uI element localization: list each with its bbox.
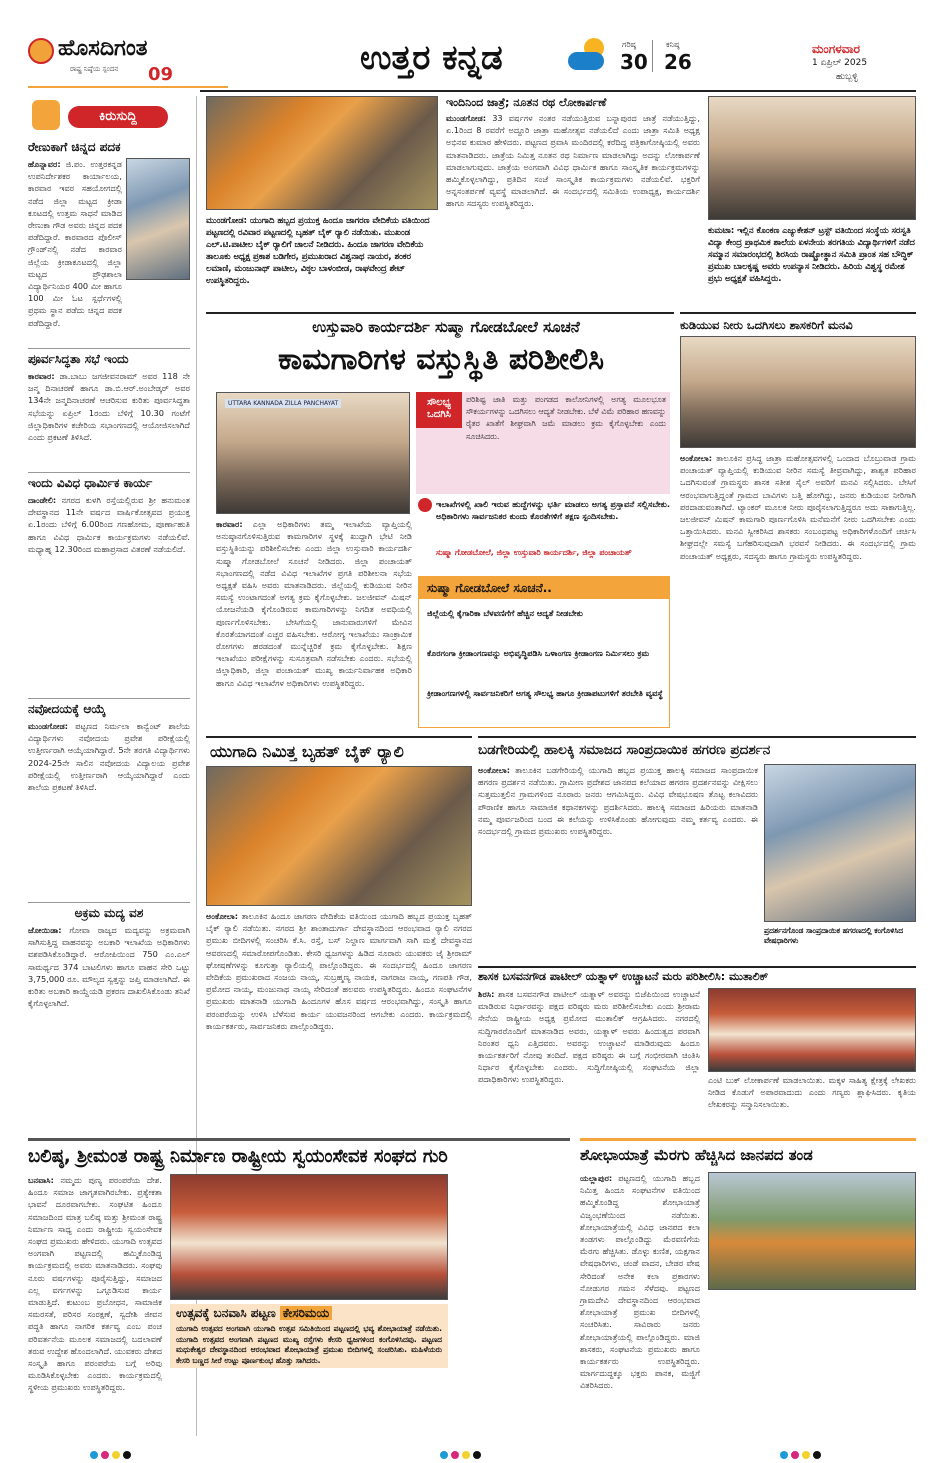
sidebar-body: ಕಾರವಾರ: ಡಾ.ಬಾಬು ಜಗಜೀವನರಾಮ್ ಅವರ 118 ನೇ ಜನ್ಮ ದಿನಾಚರಣೆ ಹಾಗೂ ಡಾ.ಬಿ.ಆರ್.ಅಂಬೇಡ್ಕರ್ ಅವರ 134ನೇ ಜನ್ಮದಿನಾಚರಣೆ ಆಚರಿಸುವ ಕುರಿತು ಪೂರ್ವಸಿದ್ಧತಾ ಸಭೆಯನ್ನು ಏಪ್ರಿಲ್ 1ರಂದು ಬೆಳಿಗ್ಗೆ 10.30 ಗಂಟೆಗೆ ಜಿಲ್ಲಾಧಿಕಾರಿಗಳ ಕಚೇರಿಯ ಸಭಾಂಗಣದಲ್ಲಿ ಆಯೋಜಿಸಲಾಗಿದೆ ಎಂದು ಪ್ರಕಟಣೆ ತಿಳಿಸಿದೆ. [28, 371, 191, 443]
water-body: ಅಂಕೋಲಾ: ತಾಲೂಕಿನ ಪ್ರಸಿದ್ಧ ಜಾತ್ರಾ ಮಹೋತ್ಸವಗಳಲ್ಲಿ ಒಂದಾದ ಬೊಬ್ರುವಾಡ ಗ್ರಾಮ ಪಂಚಾಯತ್ ವ್ಯಾಪ್ತಿಯಲ್ಲಿ ಕುಡಿಯುವ ನೀರಿನ ಸಮಸ್ಯೆ ತೀವ್ರವಾಗಿದ್ದು, ಶಾಶ್ವತ ಪರಿಹಾರ ಒದಗಿಸುವಂತೆ ಗ್ರಾಮಸ್ಥರು ಶಾಸಕ ಸತೀಶ ಸೈಲ್ ಅವರಿಗೆ ಮನವಿ ಸಲ್ಲಿಸಿದರು. ಬೇಸಿಗೆ ಆರಂಭವಾಗುತ್ತಿದ್ದಂತೆ ಗ್ರಾಮದ ಬಾವಿಗಳು ಬತ್ತಿ ಹೋಗಿದ್ದು, ಜನರು ಕುಡಿಯುವ ನೀರಿಗಾಗಿ ಪರದಾಡುವಂತಾಗಿದೆ. ಟ್ಯಾಂಕರ್ ಮೂಲಕ ನೀರು ಪೂರೈಸಲಾಗುತ್ತಿದ್ದರೂ ಅದು ಸಾಕಾಗುತ್ತಿಲ್ಲ. ಜಲಜೀವನ್ ಮಿಷನ್ ಕಾಮಗಾರಿ ಪೂರ್ಣಗೊಳಿಸಿ ಮನೆಮನೆಗೆ ನೀರು ಒದಗಿಸಬೇಕು ಎಂದು ಒತ್ತಾಯಿಸಿದರು. ಮನವಿ ಸ್ವೀಕರಿಸಿದ ಶಾಸಕರು ಸಂಬಂಧಪಟ್ಟ ಅಧಿಕಾರಿಗಳೊಂದಿಗೆ ಚರ್ಚಿಸಿ ಶೀಘ್ರದಲ್ಲೇ ಸಮಸ್ಯೆ ಬಗೆಹರಿಸುವುದಾಗಿ ಭರವಸೆ ನೀಡಿದರು. ಈ ಸಂದರ್ಭದಲ್ಲಿ ಗ್ರಾಮ ಪಂಚಾಯತ್ ಅಧ್ಯಕ್ಷರು, ಸದಸ್ಯರು ಹಾಗೂ ಗ್ರಾಮಸ್ಥರು ಉಪಸ್ಥಿತರಿದ್ದರು. [680, 453, 916, 561]
pull-quote-text: ಇಲಾಖೆಗಳಲ್ಲಿ ಖಾಲಿ ಇರುವ ಹುದ್ದೆಗಳನ್ನು ಭರ್ತಿ ಮಾಡಲು ಅಗತ್ಯ ಪ್ರಸ್ತಾವನೆ ಸಲ್ಲಿಸಬೇಕು. ಅಧಿಕಾರಿಗಳು ಸಾರ್ವಜನಿಕರ ಕುಂದು ಕೊರತೆಗಳಿಗೆ ತಕ್ಷಣ ಸ್ಪಂದಿಸಬೇಕು. [436, 499, 670, 522]
kumta-story [708, 96, 916, 306]
masthead-logo-block [28, 34, 228, 84]
rss-story [28, 1146, 572, 1442]
rss-photo [170, 1174, 448, 1300]
hand-icon [32, 100, 60, 130]
yugadi-story [206, 740, 472, 1128]
sidebar-body: ದಾಂಡೇಲಿ: ನಗರದ ಕುಳಗಿ ರಸ್ತೆಯಲ್ಲಿರುವ ಶ್ರೀ ಹನುಮಂತ ದೇವಸ್ಥಾನದ 11ನೇ ವರ್ಷದ ವಾರ್ಷಿಕೋತ್ಸವದ ಪ್ರಯುಕ್ತ ಏ.1ರಂದು ಬೆಳಿಗ್ಗೆ 6.00ರಿಂದ ಗಣಹೋಮ, ಪೂರ್ಣಾಹುತಿ ಹಾಗೂ ವಿವಿಧ ಧಾರ್ಮಿಕ ಕಾರ್ಯಕ್ರಮಗಳು ನಡೆಯಲಿವೆ. ಮಧ್ಯಾಹ್ನ 12.30ರಿಂದ ಮಹಾಪ್ರಸಾದ ವಿತರಣೆ ನಡೆಯಲಿದೆ. [28, 495, 190, 554]
tableau-photo [708, 1172, 916, 1290]
quote-mark-icon [418, 498, 432, 512]
bike-rally-photo [206, 96, 438, 210]
athlete-photo [126, 158, 190, 280]
banavasi-box [170, 1304, 448, 1368]
main-headline: ಕಾಮಗಾರಿಗಳ ವಸ್ತುಸ್ಥಿತಿ ಪರಿಶೀಲಿಸಿ [277, 342, 605, 377]
kumta-caption: ಕುಮಟಾ: ಇಲ್ಲಿನ ಕೊಂಕಣ ಎಜ್ಯುಕೇಶನ್ ಟ್ರಸ್ಟ್ ವತಿಯಿಂದ ಸಂಸ್ಥೆಯ ಸರಸ್ವತಿ ವಿದ್ಯಾ ಕೇಂದ್ರ ಪ್ರಾಥಮಿಕ ಶಾಲೆಯ ಏಳನೇಯ ತರಗತಿಯ ವಿದ್ಯಾರ್ಥಿಗಳಿಗೆ ನಡೆದ ಸಮ್ಮಾನ ಸಮಾರಂಭದಲ್ಲಿ ಶಿರಸಿಯ ರಾಷ್ಟ್ರೋತ್ಥಾನ ಸಮಿತಿ ಪ್ರಾಂತ ಸಹ ಬೌದ್ಧಿಕ್ ಪ್ರಮುಖ ಬಾಲಕೃಷ್ಣ ಅವರು ಉಪನ್ಯಾಸ ನೀಡಿದರು. ಹಿರಿಯ ವಿಶ್ವಸ್ಥ ರಮೇಶ ಪ್ರಭು ಅಧ್ಯಕ್ಷತೆ ವಹಿಸಿದ್ದರು. [708, 225, 915, 283]
yatnal-story [478, 970, 916, 1130]
water-photo [680, 336, 916, 448]
sidebar-headline: ಅಕ್ರಮ ಮದ್ಯ ವಶ [74, 906, 144, 920]
quote-label: ಸೌಲಭ್ಯ ಒದಗಿಸಿ [416, 392, 462, 428]
min-temp: 26 [664, 50, 692, 74]
yatnal-photo-caption: ಎಂಟಿ ಬುಕ್ ಲೋಕಾರ್ಪಣೆ ಮಾಡಲಾಯಿತು. ಮಕ್ಕಳ ಸಾಹಿತ್ಯ ಕ್ಷೇತ್ರಕ್ಕೆ ಲೇಖಕರು ನೀಡಿದ ಕೊಡುಗೆ ಅಪಾರವಾದುದು ಎಂದು ಗಣ್ಯರು ಶ್ಲಾಘಿಸಿದರು. ಕೃತಿಯ ಲೇಖಕರನ್ನು ಸನ್ಮಾನಿಸಲಾಯಿತು. [708, 1075, 916, 1110]
sidebar-title: ಕಿರುಸುದ್ದಿ [68, 106, 168, 128]
rss-headline: ಬಲಿಷ್ಠ, ಶ್ರೀಮಂತ ರಾಷ್ಟ್ರ ನಿರ್ಮಾಣ ರಾಷ್ಟ್ರೀಯ ಸ್ವಯಂಸೇವಕ ಸಂಘದ ಗುರಿ [28, 1146, 448, 1167]
pull-quote [418, 498, 670, 570]
banavasi-box-text: ಯುಗಾದಿ ಉತ್ಸವದ ಅಂಗವಾಗಿ ಯುಗಾದಿ ಉತ್ಸವ ಸಮಿತಿಯಿಂದ ಪಟ್ಟಣದಲ್ಲಿ ಭವ್ಯ ಶೋಭಾಯಾತ್ರೆ ನಡೆಯಿತು. ಯುಗಾದಿ ಉತ್ಸವದ ಅಂಗವಾಗಿ ಪಟ್ಟಣದ ಮುಖ್ಯ ರಸ್ತೆಗಳು ಕೇಸರಿ ಧ್ವಜಗಳಿಂದ ಕಂಗೊಳಿಸಿದವು. ಪಟ್ಟಣದ ಮಧುಕೇಶ್ವರ ದೇವಸ್ಥಾನದಿಂದ ಆರಂಭವಾದ ಶೋಭಾಯಾತ್ರೆ ಪ್ರಮುಖ ಬೀದಿಗಳಲ್ಲಿ ಸಂಚರಿಸಿತು. ಮಹಿಳೆಯರು ಕೇಸರಿ ಬಣ್ಣದ ಸೀರೆ ಉಟ್ಟು ಪೂರ್ಣಕುಂಭ ಹೊತ್ತು ಸಾಗಿದರು. [176, 1324, 442, 1365]
yugadi-photo [206, 766, 472, 906]
suggestion-box [418, 576, 670, 728]
quote-box [416, 392, 670, 494]
registration-marks [440, 1444, 500, 1454]
halakki-body: ಅಂಕೋಲಾ: ತಾಲೂಕಿನ ಬಡಗೇರಿಯಲ್ಲಿ ಯುಗಾದಿ ಹಬ್ಬದ ಪ್ರಯುಕ್ತ ಹಾಲಕ್ಕಿ ಸಮಾಜದ ಸಾಂಪ್ರದಾಯಿಕ ಹಗರಣ ಪ್ರದರ್ಶನ ನಡೆಯಿತು. ಗ್ರಾಮೀಣ ಪ್ರದೇಶದ ಜಾನಪದ ಕಲೆಯಾದ ಹಗರಣ ಪ್ರದರ್ಶನವನ್ನು ವೀಕ್ಷಿಸಲು ಸುತ್ತಮುತ್ತಲಿನ ಗ್ರಾಮಗಳಿಂದ ನೂರಾರು ಜನರು ಆಗಮಿಸಿದ್ದರು. ವಿವಿಧ ವೇಷಭೂಷಣ ತೊಟ್ಟ ಕಲಾವಿದರು ಪೌರಾಣಿಕ ಹಾಗೂ ಸಾಮಾಜಿಕ ಕಥಾನಕಗಳನ್ನು ಪ್ರದರ್ಶಿಸಿದರು. ಹಾಲಕ್ಕಿ ಸಮಾಜದ ಹಿರಿಯರು ಮಾತನಾಡಿ ನಮ್ಮ ಪೂರ್ವಜರಿಂದ ಬಂದ ಈ ಕಲೆಯನ್ನು ಉಳಿಸಿಕೊಂಡು ಹೋಗುವುದು ನಮ್ಮ ಕರ್ತವ್ಯ ಎಂದರು. ಈ ಸಂದರ್ಭದಲ್ಲಿ ಗ್ರಾಮದ ಪ್ರಮುಖರು ಉಪಸ್ಥಿತರಿದ್ದರು. [478, 765, 758, 837]
rss-body-under-photo [170, 1372, 448, 1440]
sidebar-headline: ಇಂದು ವಿವಿಧ ಧಾರ್ಮಿಕ ಕಾರ್ಯ [28, 476, 153, 490]
tableau-body-col2 [708, 1294, 916, 1440]
bike-rally-caption: ಮುಂಡಗೋಡ: ಯುಗಾದಿ ಹಬ್ಬದ ಪ್ರಯುಕ್ತ ಹಿಂದೂ ಜಾಗರಣ ವೇದಿಕೆಯ ವತಿಯಿಂದ ಪಟ್ಟಣದಲ್ಲಿ ರವಿವಾರ ಪಟ್ಟಣದಲ್ಲಿ ಬೃಹತ್ ಬೈಕ್ ರ‍್ಯಾಲಿ ನಡೆಯಿತು. ಮುಖಂಡ ಎಲ್.ಟಿ.ಪಾಟೀಲ ಬೈಕ್ ರ‍್ಯಾಲಿಗೆ ಚಾಲನೆ ನೀಡಿದರು. ಹಿಂದೂ ಜಾಗರಣ ವೇದಿಕೆಯ ತಾಲೂಕು ಅಧ್ಯಕ್ಷ ಪ್ರಕಾಶ ಬಡಿಗೇರ, ಪ್ರಮುಖರಾದ ವಿಶ್ವನಾಥ ನಾಯರ, ಶಂಕರ ಲಮಾಣಿ, ಮಂಜುನಾಥ್ ಪಾಟೀಲ, ವಿಠ್ಠಲ ಬಾಳಂಬೀಡ, ರಾಘವೇಂದ್ರ ಶೇಟ್ ಉಪಸ್ಥಿತರಿದ್ದರು. [206, 215, 430, 285]
sidebar-headline: ರೇಣುಕಾಗೆ ಚಿನ್ನದ ಪದಕ [28, 140, 121, 154]
rss-body-col3 [456, 1174, 572, 1440]
sidebar-headline: ನವೋದಯಕ್ಕೆ ಆಯ್ಕೆ [28, 702, 106, 716]
registration-marks [90, 1444, 150, 1454]
suggestion-box-title: ಸುಷ್ಮಾ ಗೋಡಬೋಲೆ ಸೂಚನೆ.. [419, 577, 669, 599]
yugadi-headline: ಯುಗಾದಿ ನಿಮಿತ್ತ ಬೃಹತ್ ಬೈಕ್ ರ‍್ಯಾಲಿ [210, 742, 404, 761]
ratha-story [446, 96, 700, 306]
halakki-headline: ಬಡಗೇರಿಯಲ್ಲಿ ಹಾಲಕ್ಕಿ ಸಮಾಜದ ಸಾಂಪ್ರದಾಯಿಕ ಹಗರಣ ಪ್ರದರ್ಶನ [478, 742, 771, 758]
suggestion-item: ಜಿಲ್ಲೆಯಲ್ಲಿ ಕೈಗಾರಿಕಾ ಬೆಳವಣಿಗೆಗೆ ಹೆಚ್ಚಿನ ಆದ್ಯತೆ ನೀಡಬೇಕು [427, 608, 583, 618]
max-temp: 30 [620, 50, 648, 74]
tableau-body: ಯಲ್ಲಾಪುರ: ಪಟ್ಟಣದಲ್ಲಿ ಯುಗಾದಿ ಹಬ್ಬದ ನಿಮಿತ್ತ ಹಿಂದೂ ಸಂಘಟನೆಗಳ ವತಿಯಿಂದ ಹಮ್ಮಿಕೊಂಡಿದ್ದ ಶೋಭಾಯಾತ್ರೆ ವಿಜೃಂಭಣೆಯಿಂದ ನಡೆಯಿತು. ಶೋಭಾಯಾತ್ರೆಯಲ್ಲಿ ವಿವಿಧ ಜಾನಪದ ಕಲಾ ತಂಡಗಳು ಪಾಲ್ಗೊಂಡಿದ್ದು ಮೆರವಣಿಗೆಯ ಮೆರಗು ಹೆಚ್ಚಿಸಿತು. ಡೊಳ್ಳು ಕುಣಿತ, ಯಕ್ಷಗಾನ ವೇಷಧಾರಿಗಳು, ಚಂಡೆ ವಾದನ, ಬೇಡರ ವೇಷ ಸೇರಿದಂತೆ ಅನೇಕ ಕಲಾ ಪ್ರಕಾರಗಳು ನೋಡುಗರ ಗಮನ ಸೆಳೆದವು. ಪಟ್ಟಣದ ಗ್ರಾಮದೇವಿ ದೇವಸ್ಥಾನದಿಂದ ಆರಂಭವಾದ ಶೋಭಾಯಾತ್ರೆ ಪ್ರಮುಖ ಬೀದಿಗಳಲ್ಲಿ ಸಂಚರಿಸಿತು. ಸಾವಿರಾರು ಜನರು ಶೋಭಾಯಾತ್ರೆಯಲ್ಲಿ ಪಾಲ್ಗೊಂಡಿದ್ದರು. ಮಾಜಿ ಶಾಸಕರು, ಸಂಘಟನೆಯ ಪ್ರಮುಖರು ಹಾಗೂ ಕಾರ್ಯಕರ್ತರು ಉಪಸ್ಥಿತರಿದ್ದರು. ಮಾರ್ಗದುದ್ದಕ್ಕೂ ಭಕ್ತರು ಪಾನಕ, ಮಜ್ಜಿಗೆ ವಿತರಿಸಿದರು. [580, 1173, 700, 1391]
logo-tagline: ರಾಷ್ಟ್ರ ನಿಷ್ಠೆಯ ಸ್ಪಂದನ [70, 65, 119, 73]
bike-rally-story [206, 96, 438, 306]
tableau-story [580, 1146, 916, 1442]
meeting-photo [216, 392, 410, 514]
suggestion-item: ಕ್ರೀಡಾಂಗಣಗಳಲ್ಲಿ ಸಾರ್ವಜನಿಕರಿಗೆ ಅಗತ್ಯ ಸೌಲಭ್ಯ ಹಾಗೂ ಕ್ರೀಡಾಪಟುಗಳಿಗೆ ತರಬೇತಿ ವ್ಯವಸ್ಥೆ [427, 688, 663, 698]
page-number: 09 [148, 64, 174, 85]
main-body: ಕಾರವಾರ: ಎಲ್ಲಾ ಅಧಿಕಾರಿಗಳು ತಮ್ಮ ಇಲಾಖೆಯ ವ್ಯಾಪ್ತಿಯಲ್ಲಿ ಅನುಷ್ಠಾನಗೊಳಿಸುತ್ತಿರುವ ಕಾಮಗಾರಿಗಳ ಸ್ಥಳಕ್ಕೆ ಖುದ್ದಾಗಿ ಭೇಟಿ ನೀಡಿ ವಸ್ತುಸ್ಥಿತಿಯನ್ನು ಪರಿಶೀಲಿಸಬೇಕು ಎಂದು ಜಿಲ್ಲಾ ಉಸ್ತುವಾರಿ ಕಾರ್ಯದರ್ಶಿ ಸುಷ್ಮಾ ಗೋಡಬೋಲೆ ಸೂಚನೆ ನೀಡಿದರು. ಜಿಲ್ಲಾ ಪಂಚಾಯತ್ ಸಭಾಂಗಣದಲ್ಲಿ ನಡೆದ ವಿವಿಧ ಇಲಾಖೆಗಳ ಪ್ರಗತಿ ಪರಿಶೀಲನಾ ಸಭೆಯ ಅಧ್ಯಕ್ಷತೆ ವಹಿಸಿ ಅವರು ಮಾತನಾಡಿದರು. ಜಿಲ್ಲೆಯಲ್ಲಿ ಕುಡಿಯುವ ನೀರಿನ ಸಮಸ್ಯೆ ಉಂಟಾಗದಂತೆ ಅಗತ್ಯ ಕ್ರಮ ಕೈಗೊಳ್ಳಬೇಕು. ಜಲಜೀವನ್ ಮಿಷನ್ ಯೋಜನೆಯಡಿ ಕೈಗೊಂಡಿರುವ ಕಾಮಗಾರಿಗಳನ್ನು ನಿಗದಿತ ಅವಧಿಯಲ್ಲಿ ಪೂರ್ಣಗೊಳಿಸಬೇಕು. ಬೇಸಿಗೆಯಲ್ಲಿ ಜಾನುವಾರುಗಳಿಗೆ ಮೇವಿನ ಕೊರತೆಯಾಗದಂತೆ ಎಚ್ಚರ ವಹಿಸಬೇಕು. ಆರೋಗ್ಯ ಇಲಾಖೆಯು ಸಾಂಕ್ರಾಮಿಕ ರೋಗಗಳು ಹರಡದಂತೆ ಮುನ್ನೆಚ್ಚರಿಕೆ ಕ್ರಮ ಕೈಗೊಳ್ಳಬೇಕು. ಶಿಕ್ಷಣ ಇಲಾಖೆಯು ಪರೀಕ್ಷೆಗಳನ್ನು ಸುಸೂತ್ರವಾಗಿ ನಡೆಸಬೇಕು ಎಂದರು. ಸಭೆಯಲ್ಲಿ ಜಿಲ್ಲಾಧಿಕಾರಿ, ಜಿಲ್ಲಾ ಪಂಚಾಯತ್ ಮುಖ್ಯ ಕಾರ್ಯನಿರ್ವಾಹಕ ಅಧಿಕಾರಿ ಹಾಗೂ ವಿವಿಧ ಇಲಾಖೆಗಳ ಅಧಿಕಾರಿಗಳು ಉಪಸ್ಥಿತರಿದ್ದರು. [216, 519, 412, 688]
logo-emblem-icon [28, 38, 54, 64]
sidebar-headline: ಪೂರ್ವಸಿದ್ಧತಾ ಸಭೆ ಇಂದು [28, 352, 129, 366]
issue-city: ಹುಬ್ಬಳ್ಳಿ [836, 72, 858, 82]
ratha-body: ಮುಂಡಗೋಡ: 33 ವರ್ಷಗಳ ನಂತರ ನಡೆಯುತ್ತಿರುವ ಬನ್ನಾಪುರದ ಜಾತ್ರೆ ನಡೆಯುತ್ತಿದ್ದು, ಏ.1ರಿಂದ 8 ರವರೆಗೆ ಅದ್ದೂರಿ ಜಾತ್ರಾ ಮಹೋತ್ಸವ ನಡೆಯಲಿದೆ ಎಂದು ಜಾತ್ರಾ ಸಮಿತಿ ಅಧ್ಯಕ್ಷ ಅಭಿನವ ಕುಮಾರ ಹೇಳಿದರು. ಪಟ್ಟಣದ ಪ್ರವಾಸಿ ಮಂದಿರದಲ್ಲಿ ಕರೆದಿದ್ದ ಪತ್ರಿಕಾಗೋಷ್ಠಿಯಲ್ಲಿ ಅವರು ಮಾತನಾಡಿದರು. ಜಾತ್ರೆಯ ನಿಮಿತ್ತ ನೂತನ ರಥ ನಿರ್ಮಾಣ ಮಾಡಲಾಗಿದ್ದು ಅದನ್ನು ಲೋಕಾರ್ಪಣೆ ಮಾಡಲಾಗುವುದು. ಜಾತ್ರೆಯ ಅಂಗವಾಗಿ ವಿವಿಧ ಧಾರ್ಮಿಕ ಹಾಗೂ ಸಾಂಸ್ಕೃತಿಕ ಕಾರ್ಯಕ್ರಮಗಳನ್ನು ಹಮ್ಮಿಕೊಳ್ಳಲಾಗಿದ್ದು, ಪ್ರತಿದಿನ ಸಂಜೆ ಸಾಂಸ್ಕೃತಿಕ ಕಾರ್ಯಕ್ರಮಗಳು ನಡೆಯಲಿವೆ. ಭಕ್ತರಿಗೆ ಅನ್ನಸಂತರ್ಪಣೆ ವ್ಯವಸ್ಥೆ ಮಾಡಲಾಗಿದೆ. ಈ ಸಂದರ್ಭದಲ್ಲಿ ಸಮಿತಿಯ ಉಪಾಧ್ಯಕ್ಷ, ಕಾರ್ಯದರ್ಶಿ ಹಾಗೂ ಸದಸ್ಯರು ಉಪಸ್ಥಿತರಿದ್ದರು. [446, 113, 701, 209]
masthead [0, 0, 945, 92]
sidebar-body: ಜೋಯಿಡಾ: ಗೋವಾ ರಾಜ್ಯದ ಮದ್ಯವನ್ನು ಅಕ್ರಮವಾಗಿ ಸಾಗಿಸುತ್ತಿದ್ದ ವಾಹನವನ್ನು ಅಬಕಾರಿ ಇಲಾಖೆಯ ಅಧಿಕಾರಿಗಳು ವಶಪಡಿಸಿಕೊಂಡಿದ್ದಾರೆ. ಆರೋಪಿಯಿಂದ 750 ಎಂ.ಎಲ್ ಸಾಮರ್ಥ್ಯದ 374 ಬಾಟಲಿಗಳು ಹಾಗೂ ವಾಹನ ಸೇರಿ ಒಟ್ಟು 3,75,000 ರೂ. ಮೌಲ್ಯದ ಸ್ವತ್ತನ್ನು ಜಪ್ತಿ ಮಾಡಲಾಗಿದೆ. ಈ ಕುರಿತು ಅಬಕಾರಿ ಕಾಯ್ದೆಯಡಿ ಪ್ರಕರಣ ದಾಖಲಿಸಿಕೊಂಡು ತನಿಖೆ ಕೈಗೊಳ್ಳಲಾಗಿದೆ. [28, 925, 190, 1009]
rss-body: ಬನವಾಸಿ: ನಮ್ಮದು ಪುಣ್ಯ ಪರಂಪರೆಯ ದೇಶ. ಹಿಂದೂ ಸಮಾಜ ಜಾಗೃತವಾಗಿರಬೇಕು. ಪ್ರತ್ಯೇಕತಾ ಭಾವನೆ ದೂರವಾಗಬೇಕು. ಸಂಘಟಿತ ಹಿಂದೂ ಸಮಾಜದಿಂದ ಮಾತ್ರ ಬಲಿಷ್ಠ ಮತ್ತು ಶ್ರೀಮಂತ ರಾಷ್ಟ್ರ ನಿರ್ಮಾಣ ಸಾಧ್ಯ ಎಂದು ರಾಷ್ಟ್ರೀಯ ಸ್ವಯಂಸೇವಕ ಸಂಘದ ಪ್ರಮುಖರು ಹೇಳಿದರು. ಯುಗಾದಿ ಉತ್ಸವದ ಅಂಗವಾಗಿ ಪಟ್ಟಣದಲ್ಲಿ ಹಮ್ಮಿಕೊಂಡಿದ್ದ ಕಾರ್ಯಕ್ರಮದಲ್ಲಿ ಅವರು ಮಾತನಾಡಿದರು. ಸಂಘವು ನೂರು ವರ್ಷಗಳನ್ನು ಪೂರೈಸುತ್ತಿದ್ದು, ಸಮಾಜದ ಎಲ್ಲ ವರ್ಗಗಳನ್ನು ಒಗ್ಗೂಡಿಸುವ ಕಾರ್ಯ ಮಾಡುತ್ತಿದೆ. ಕುಟುಂಬ ಪ್ರಬೋಧನ, ಸಾಮಾಜಿಕ ಸಮರಸತೆ, ಪರಿಸರ ಸಂರಕ್ಷಣೆ, ಸ್ವದೇಶಿ ಜೀವನ ಪದ್ಧತಿ ಹಾಗೂ ನಾಗರಿಕ ಕರ್ತವ್ಯ ಎಂಬ ಪಂಚ ಪರಿವರ್ತನೆಯ ಮೂಲಕ ಸಮಾಜದಲ್ಲಿ ಬದಲಾವಣೆ ತರುವ ಉದ್ದೇಶ ಹೊಂದಲಾಗಿದೆ. ಯುವಕರು ದೇಶದ ಸಂಸ್ಕೃತಿ ಹಾಗೂ ಪರಂಪರೆಯ ಬಗ್ಗೆ ಅರಿವು ಮೂಡಿಸಿಕೊಳ್ಳಬೇಕು ಎಂದರು. ಕಾರ್ಯಕ್ರಮದಲ್ಲಿ ಸ್ಥಳೀಯ ಪ್ರಮುಖರು ಉಪಸ್ಥಿತರಿದ್ದರು. [28, 1175, 162, 1393]
tableau-headline: ಶೋಭಾಯಾತ್ರೆ ಮೆರಗು ಹೆಚ್ಚಿಸಿದ ಜಾನಪದ ತಂಡ [580, 1146, 813, 1164]
water-headline: ಕುಡಿಯುವ ನೀರು ಒದಗಿಸಲು ಶಾಸಕರಿಗೆ ಮನವಿ [680, 318, 853, 332]
main-kicker: ಉಸ್ತುವಾರಿ ಕಾರ್ಯದರ್ಶಿ ಸುಷ್ಮಾ ಗೋಡಬೋಲೆ ಸೂಚನೆ [312, 318, 580, 336]
min-temp-label: ಕನಿಷ್ಠ [666, 40, 680, 49]
logo-text: ಹೊಸದಿಗಂತ [58, 36, 148, 61]
main-story [206, 316, 672, 732]
pull-quote-author: ಸುಷ್ಮಾ ಗೋಡಬೋಲೆ, ಜಿಲ್ಲಾ ಉಸ್ತುವಾರಿ ಕಾರ್ಯದರ್ಶಿ, ಜಿಲ್ಲಾ ಪಂಚಾಯತ್ [436, 548, 632, 557]
registration-marks [780, 1444, 840, 1454]
yugadi-body: ಅಂಕೋಲಾ: ತಾಲೂಕಿನ ಹಿಂದೂ ಜಾಗರಣ ವೇದಿಕೆಯ ವತಿಯಿಂದ ಯುಗಾದಿ ಹಬ್ಬದ ಪ್ರಯುಕ್ತ ಬೃಹತ್ ಬೈಕ್ ರ‍್ಯಾಲಿ ನಡೆಯಿತು. ನಗರದ ಶ್ರೀ ಶಾಂತಾದುರ್ಗಾ ದೇವಸ್ಥಾನದಿಂದ ಆರಂಭವಾದ ರ‍್ಯಾಲಿ ನಗರದ ಪ್ರಮುಖ ಬೀದಿಗಳಲ್ಲಿ ಸಂಚರಿಸಿ ಕೆ.ಸಿ. ರಸ್ತೆ, ಬಸ್ ನಿಲ್ದಾಣ ಮಾರ್ಗವಾಗಿ ಸಾಗಿ ಮತ್ತೆ ದೇವಸ್ಥಾನದ ಆವರಣದಲ್ಲಿ ಸಮಾರೋಪಗೊಂಡಿತು. ಕೇಸರಿ ಧ್ವಜಗಳನ್ನು ಹಿಡಿದ ನೂರಾರು ಯುವಕರು ಜೈ ಶ್ರೀರಾಮ್ ಘೋಷಣೆಗಳನ್ನು ಕೂಗುತ್ತಾ ರ‍್ಯಾಲಿಯಲ್ಲಿ ಪಾಲ್ಗೊಂಡಿದ್ದರು. ಈ ಸಂದರ್ಭದಲ್ಲಿ ಹಿಂದೂ ಜಾಗರಣ ವೇದಿಕೆಯ ಪ್ರಮುಖರಾದ ಸಂಜಯ ನಾಯ್ಕ, ಸುಬ್ರಹ್ಮಣ್ಯ ನಾಯಕ, ನಾಗರಾಜ ನಾಯ್ಕ, ಗಣಪತಿ ಗೌಡ, ಪ್ರಮೋದ ನಾಯ್ಕ, ಮಂಜುನಾಥ ನಾಯ್ಕ ಸೇರಿದಂತೆ ಹಲವರು ಉಪಸ್ಥಿತರಿದ್ದರು. ಹಿಂದೂ ಸಂಘಟನೆಗಳ ಪ್ರಮುಖರು ಮಾತನಾಡಿ ಯುಗಾದಿ ಹಿಂದೂಗಳ ಹೊಸ ವರ್ಷದ ಆರಂಭವಾಗಿದ್ದು, ಸಂಸ್ಕೃತಿ ಹಾಗೂ ಪರಂಪರೆಯನ್ನು ಉಳಿಸಿ ಬೆಳೆಸುವ ಕಾರ್ಯ ಯುವಜನರಿಂದ ಆಗಬೇಕು ಎಂದರು. ಕಾರ್ಯಕ್ರಮದಲ್ಲಿ ಕಾರ್ಯಕರ್ತರು, ಸಾರ್ವಜನಿಕರು ಪಾಲ್ಗೊಂಡಿದ್ದರು. [206, 911, 472, 1031]
suggestion-item: ಕೊರಗಂಗಾ ಕ್ರೀಡಾಂಗಣವನ್ನು ಅಭಿವೃದ್ಧಿಪಡಿಸಿ ಒಳಾಂಗಣ ಕ್ರೀಡಾಂಗಣ ನಿರ್ಮಿಸಲು ಕ್ರಮ [427, 648, 650, 658]
halakki-photo [764, 764, 916, 922]
sidebar-body: ಹೊನ್ನಾವರ: ಜಿ.ಪಂ. ಉತ್ತರಕನ್ನಡ ಉಪನಿರ್ದೇಶಕರ ಕಾರ್ಯಾಲಯ, ಕಾರವಾರ ಇವರ ಸಹಯೋಗದಲ್ಲಿ ನಡೆದ ಜಿಲ್ಲಾ ಮಟ್ಟದ ಕ್ರೀಡಾ ಕೂಟದಲ್ಲಿ ಉತ್ತಮ ಸಾಧನೆ ಮಾಡಿದ ರೇಣುಕಾ ಗೌಡ ಅವರು ಚಿನ್ನದ ಪದಕ ಪಡೆದಿದ್ದಾರೆ. ಕಾರವಾರದ ಪೊಲೀಸ್ ಗ್ರೌಂಡ್‌ನಲ್ಲಿ ನಡೆದ ಕಾರವಾರ ಜಿಲ್ಲೆಯ ಕ್ರೀಡಾಕೂಟದಲ್ಲಿ ಜಿಲ್ಲಾ ಮಟ್ಟದ ಪ್ರೌಢಶಾಲಾ ವಿದ್ಯಾರ್ಥಿನಿಯರ 400 ಮೀ ಹಾಗೂ 100 ಮೀ ಓಟ ಸ್ಪರ್ಧೆಗಳಲ್ಲಿ ಪ್ರಥಮ ಸ್ಥಾನ ಪಡೆದು ಚಿನ್ನದ ಪದಕ ಪಡೆದಿದ್ದಾರೆ. [28, 159, 122, 328]
weather-icon [568, 38, 608, 74]
quote-text: ಪರಿಶಿಷ್ಟ ಜಾತಿ ಮತ್ತು ಪಂಗಡದ ಕಾಲೋನಿಗಳಲ್ಲಿ ಅಗತ್ಯ ಮೂಲಭೂತ ಸೌಕರ್ಯಗಳನ್ನು ಒದಗಿಸಲು ಆದ್ಯತೆ ನೀಡಬೇಕು. ಬೆಳೆ ವಿಮೆ ಪರಿಹಾರ ಹಣವನ್ನು ರೈತರ ಖಾತೆಗೆ ಶೀಘ್ರವಾಗಿ ಜಮೆ ಮಾಡಲು ಕ್ರಮ ಕೈಗೊಳ್ಳಬೇಕು ಎಂದು ಸೂಚಿಸಿದರು. [466, 395, 666, 441]
banavasi-box-title: ಉತ್ಸವಕ್ಕೆ ಬನವಾಸಿ ಪಟ್ಟಣ ಕೇಸರಿಮಯ [176, 1306, 446, 1321]
kumta-photo [708, 96, 916, 220]
sidebar-body: ಮುಂಡಗೋಡ: ಪಟ್ಟಣದ ನಿರ್ಮಲಾ ಕಾನ್ವೆಂಟ್ ಶಾಲೆಯ ವಿದ್ಯಾರ್ಥಿಗಳು ನವೋದಯ ಪ್ರವೇಶ ಪರೀಕ್ಷೆಯಲ್ಲಿ ಉತ್ತೀರ್ಣರಾಗಿ ಆಯ್ಕೆಯಾಗಿದ್ದಾರೆ. 5ನೇ ತರಗತಿ ವಿದ್ಯಾರ್ಥಿಗಳು 2024-25ನೇ ಸಾಲಿನ ನವೋದಯ ವಿದ್ಯಾಲಯ ಪ್ರವೇಶ ಪರೀಕ್ಷೆಯಲ್ಲಿ ಉತ್ತೀರ್ಣರಾಗಿ ಆಯ್ಕೆಯಾಗಿದ್ದಾರೆ ಎಂದು ಶಾಲೆಯ ಪ್ರಕಟಣೆ ತಿಳಿಸಿದೆ. [28, 721, 190, 793]
photo-banner: UTTARA KANNADA ZILLA PANCHAYAT [225, 399, 341, 408]
region-title: ಉತ್ತರ ಕನ್ನಡ [360, 38, 503, 78]
max-temp-label: ಗರಿಷ್ಠ [622, 40, 636, 49]
yatnal-body: ಶಿರಸಿ: ಶಾಸಕ ಬಸವನಗೌಡ ಪಾಟೀಲ್ ಯತ್ನಾಳ್ ಅವರನ್ನು ಬಿಜೆಪಿಯಿಂದ ಉಚ್ಚಾಟನೆ ಮಾಡಿರುವ ನಿರ್ಧಾರವನ್ನು ಪಕ್ಷದ ವರಿಷ್ಠರು ಮರು ಪರಿಶೀಲಿಸಬೇಕು ಎಂದು ಶ್ರೀರಾಮ ಸೇನೆಯ ರಾಷ್ಟ್ರೀಯ ಅಧ್ಯಕ್ಷ ಪ್ರಮೋದ ಮುತಾಲಿಕ್ ಆಗ್ರಹಿಸಿದರು. ನಗರದಲ್ಲಿ ಸುದ್ದಿಗಾರರೊಂದಿಗೆ ಮಾತನಾಡಿದ ಅವರು, ಯತ್ನಾಳ್ ಅವರು ಹಿಂದುತ್ವದ ಪರವಾಗಿ ನಿರಂತರ ಧ್ವನಿ ಎತ್ತಿದವರು. ಅವರನ್ನು ಉಚ್ಚಾಟನೆ ಮಾಡಿರುವುದು ಹಿಂದೂ ಕಾರ್ಯಕರ್ತರಿಗೆ ನೋವು ತಂದಿದೆ. ಪಕ್ಷದ ವರಿಷ್ಠರು ಈ ಬಗ್ಗೆ ಗಂಭೀರವಾಗಿ ಚಿಂತಿಸಿ ನಿರ್ಧಾರ ಕೈಗೊಳ್ಳಬೇಕು ಎಂದರು. ಸುದ್ದಿಗೋಷ್ಠಿಯಲ್ಲಿ ಸಂಘಟನೆಯ ಜಿಲ್ಲಾ ಪದಾಧಿಕಾರಿಗಳು ಉಪಸ್ಥಿತರಿದ್ದರು. [478, 989, 700, 1085]
halakki-story [478, 740, 916, 962]
sidebar-body-cont [28, 282, 190, 342]
issue-date: 1 ಏಪ್ರಿಲ್ 2025 [812, 58, 868, 68]
halakki-caption: ಪ್ರದರ್ಶನಗೊಂಡ ಸಾಂಪ್ರದಾಯಿಕ ಹಗರಣದಲ್ಲಿ ಕಂಗೊಳಿಸಿದ ವೇಷಧಾರಿಗಳು [764, 926, 904, 945]
ratha-headline: ಇಂದಿನಿಂದ ಜಾತ್ರೆ; ನೂತನ ರಥ ಲೋಕಾರ್ಪಣೆ [446, 96, 607, 109]
yatnal-headline: ಶಾಸಕ ಬಸವನಗೌಡ ಪಾಟೀಲ್ ಯತ್ನಾಳ್ ಉಚ್ಚಾಟನೆ ಮರು ಪರಿಶೀಲಿಸಿ: ಮುತಾಲಿಕ್ [478, 970, 769, 983]
issue-day: ಮಂಗಳವಾರ [812, 42, 861, 56]
water-story [680, 316, 916, 732]
yatnal-photo [708, 988, 916, 1072]
sidebar-header [28, 96, 190, 136]
